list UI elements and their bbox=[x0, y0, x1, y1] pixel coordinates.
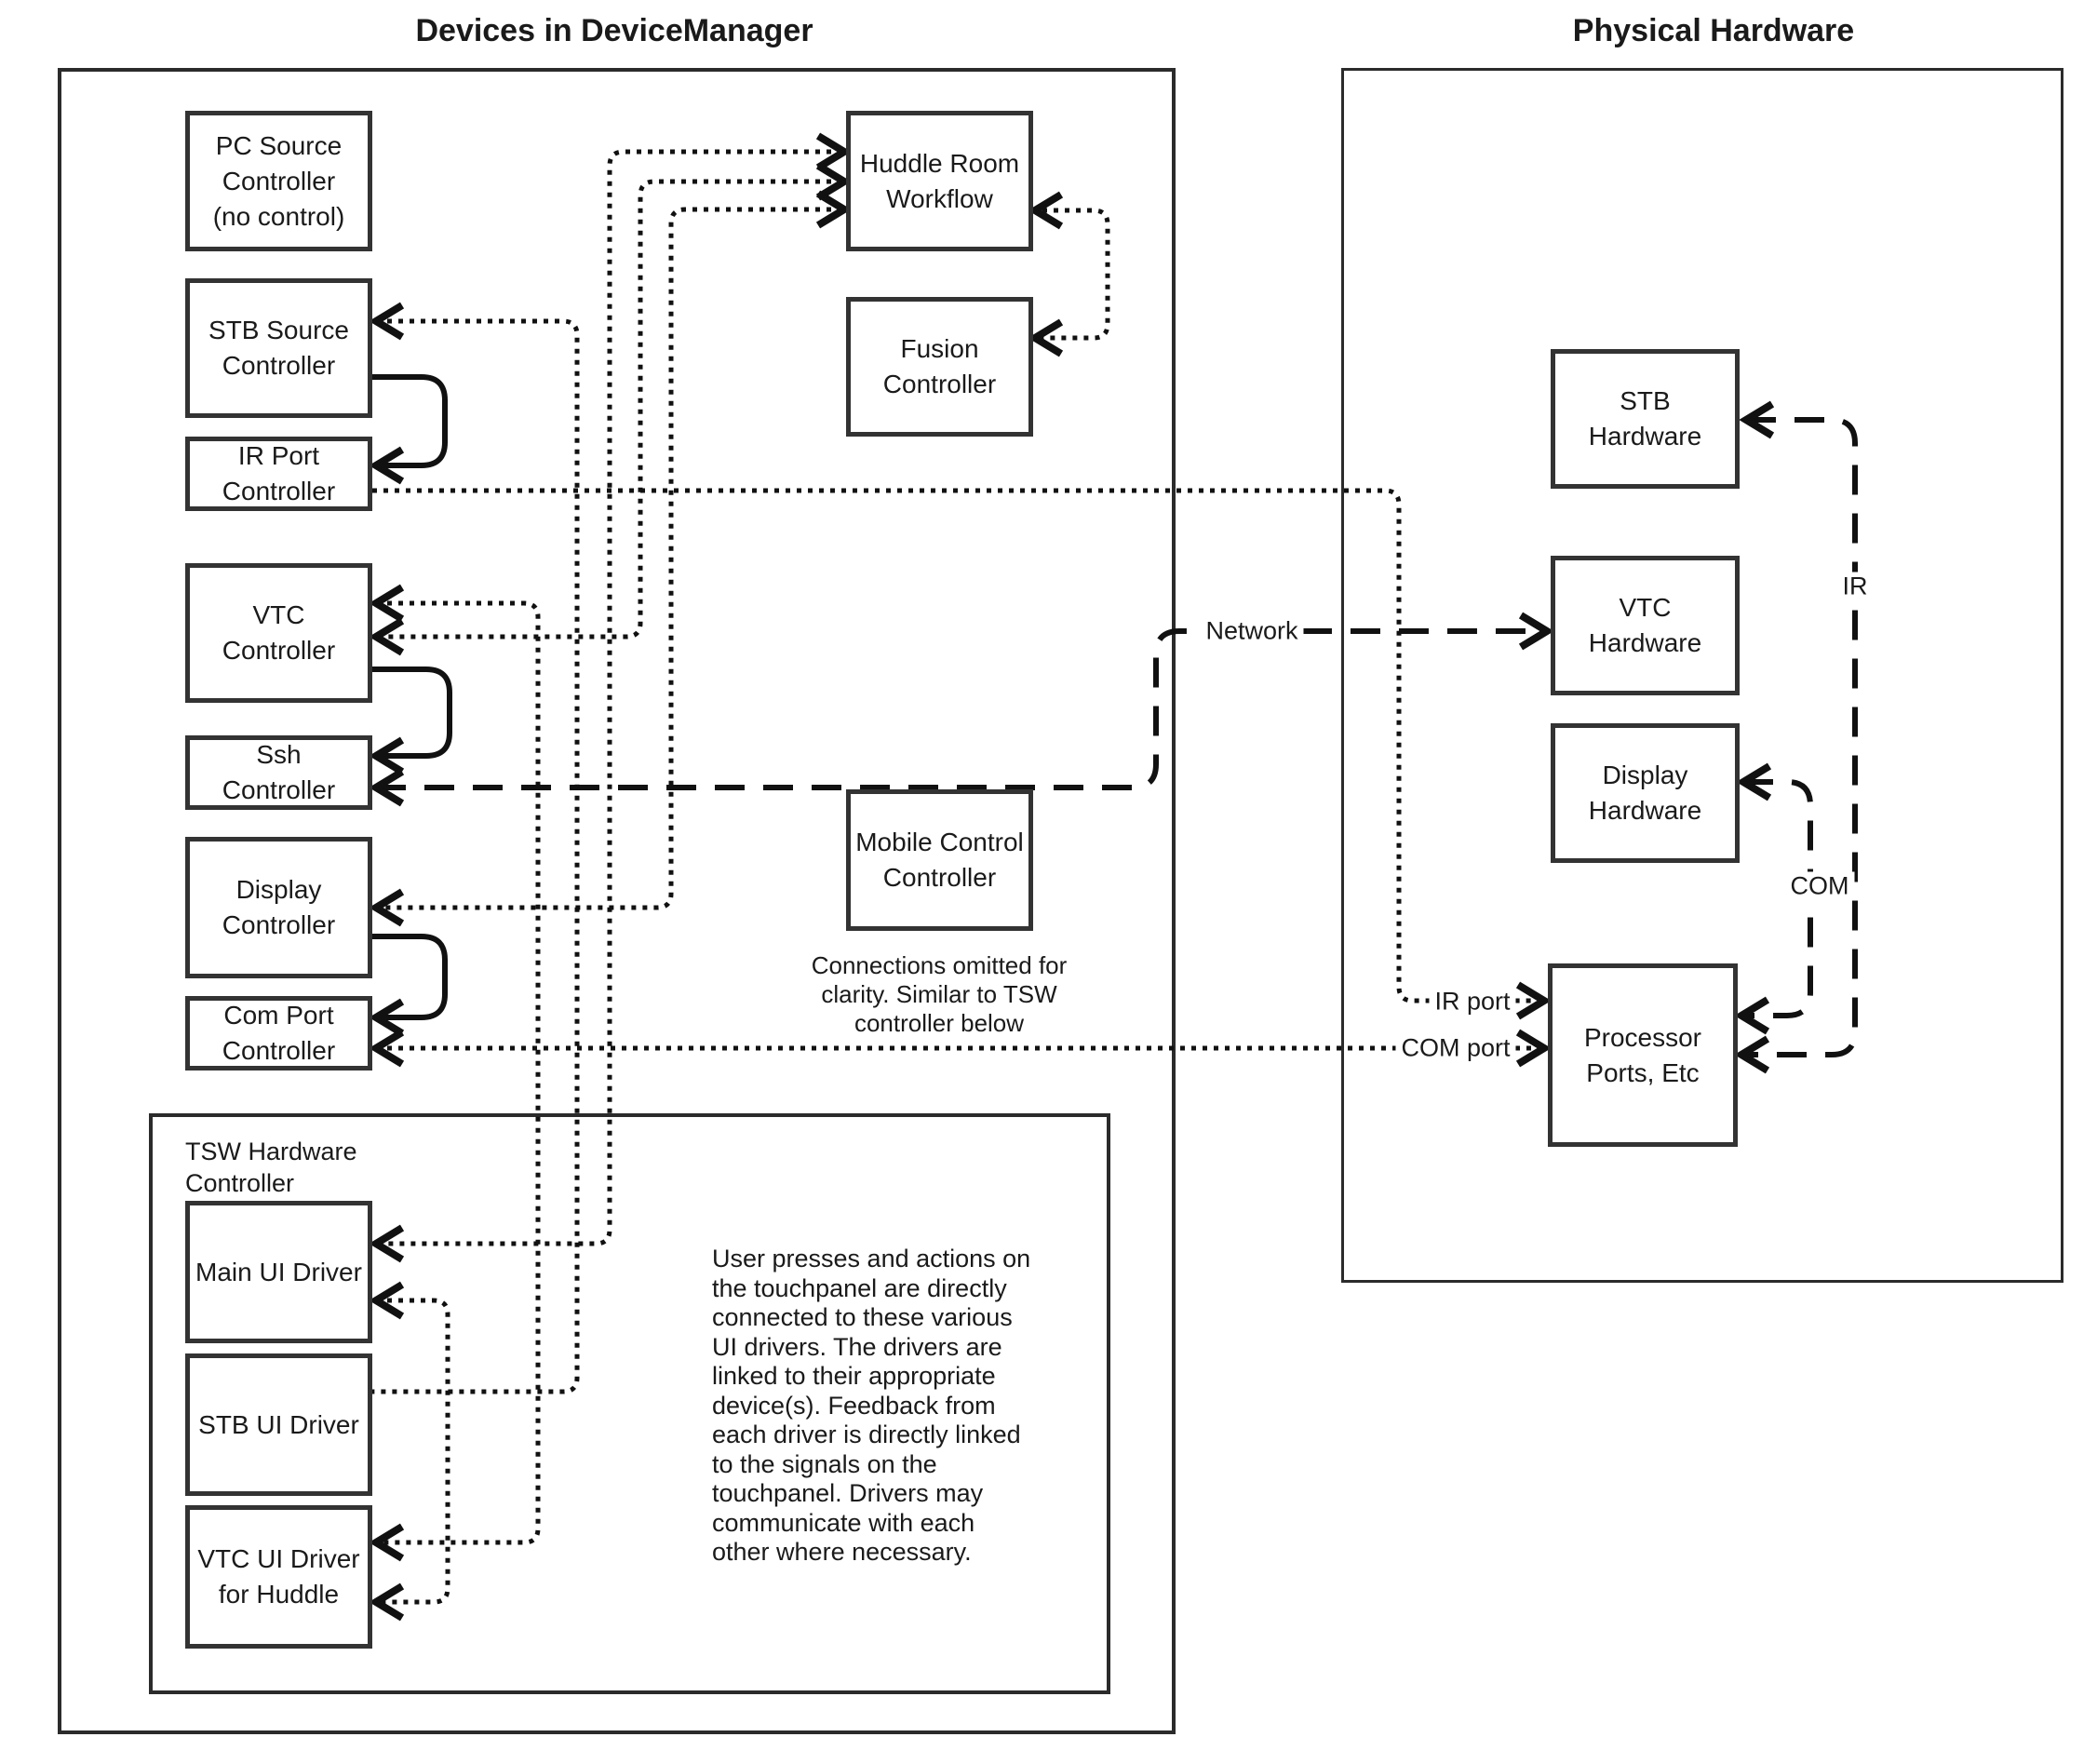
node-mobile-control-controller: Mobile Control Controller bbox=[846, 789, 1033, 931]
node-vtc-hardware: VTC Hardware bbox=[1551, 556, 1740, 695]
node-fusion-controller: Fusion Controller bbox=[846, 297, 1033, 437]
edge-huddle-to-fusion bbox=[1031, 210, 1108, 338]
label-com-line: COM bbox=[1785, 872, 1855, 901]
node-pc-source-controller: PC Source Controller (no control) bbox=[185, 111, 372, 251]
edge-stb-source-to-ir-port bbox=[372, 377, 445, 465]
node-stb-hardware: STB Hardware bbox=[1551, 349, 1740, 489]
node-display-controller: Display Controller bbox=[185, 837, 372, 978]
edge-network-line bbox=[376, 631, 1545, 788]
edge-vtc-to-ssh bbox=[372, 669, 450, 756]
edge-display-to-com-port bbox=[372, 936, 445, 1017]
tsw-panel-label: TSW Hardware Controller bbox=[185, 1138, 357, 1197]
node-display-hardware: Display Hardware bbox=[1551, 723, 1740, 863]
node-processor-ports: Processor Ports, Etc bbox=[1548, 963, 1738, 1147]
devices-panel-title: Devices in DeviceManager bbox=[415, 13, 813, 48]
edge-main-ui-to-vtc-ui bbox=[376, 1300, 448, 1602]
node-ir-port-controller: IR Port Controller bbox=[185, 437, 372, 511]
arrowhead-ir-port-line bbox=[1518, 985, 1544, 1017]
node-com-port-controller: Com Port Controller bbox=[185, 996, 372, 1071]
tsw-paragraph: User presses and actions on the touchpanel are directly connected to these various UI drivers. The drivers are linked to their appropriate device(s). Feedback from each driver is directly linked to the signals on the touchpanel. Drivers may communicate with each other where necessary. bbox=[712, 1245, 1031, 1566]
label-network-line: Network bbox=[1200, 617, 1303, 646]
label-com-port-line: COM port bbox=[1395, 1034, 1515, 1063]
label-ir-port-line: IR port bbox=[1429, 988, 1515, 1017]
arrowhead-com-line bbox=[1741, 1000, 1768, 1031]
node-vtc-ui-driver: VTC UI Driver for Huddle bbox=[185, 1505, 372, 1649]
edge-huddle-to-display bbox=[376, 209, 842, 908]
arrowhead-huddle-to-fusion bbox=[1035, 322, 1061, 354]
node-vtc-controller: VTC Controller bbox=[185, 563, 372, 703]
mobile-control-caption: Connections omitted for clarity. Similar to TSW controller below bbox=[811, 951, 1068, 1037]
node-ssh-controller: Ssh Controller bbox=[185, 735, 372, 810]
edge-huddle-to-main-ui bbox=[376, 152, 842, 1244]
arrowhead-main-ui-to-vtc-ui bbox=[376, 1586, 402, 1618]
node-stb-ui-driver: STB UI Driver bbox=[185, 1353, 372, 1496]
node-huddle-room-workflow: Huddle Room Workflow bbox=[846, 111, 1033, 251]
label-ir-line: IR bbox=[1837, 572, 1874, 601]
node-main-ui-driver: Main UI Driver bbox=[185, 1201, 372, 1343]
node-stb-source-controller: STB Source Controller bbox=[185, 278, 372, 418]
physical-hardware-title: Physical Hardware bbox=[1572, 13, 1855, 48]
edge-ir-line bbox=[1741, 420, 1855, 1055]
